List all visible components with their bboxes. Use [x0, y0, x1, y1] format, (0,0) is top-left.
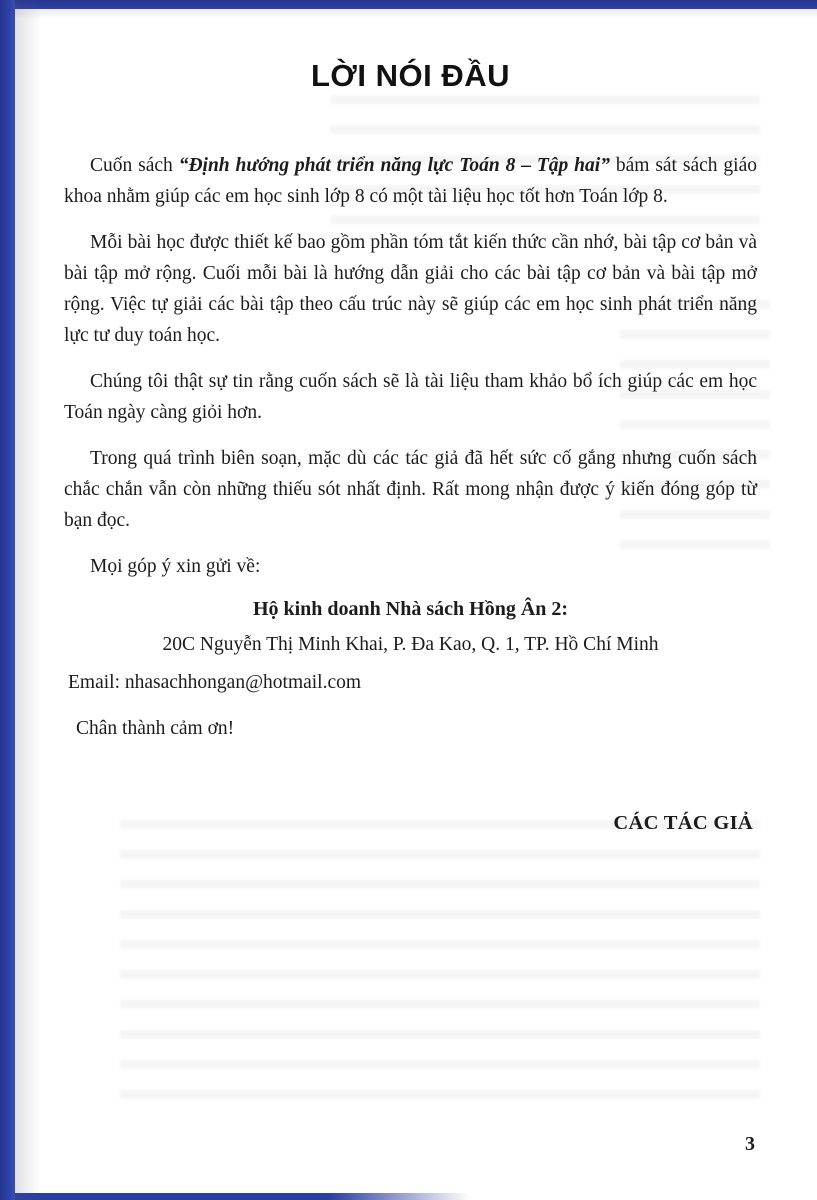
- paragraph-intro-suffix: bám sát sách giáo khoa nhằm giúp các em học sinh lớp 8 có một tài liệu học tốt hơn Toán lớp 8.: [64, 155, 757, 207]
- paragraph-structure: Mỗi bài học được thiết kế bao gồm phần tóm tắt kiến thức cần nhớ, bài tập cơ bản và bài tập mở rộng. Cuối mỗi bài là hướng dẫn giải cho các bài tập cơ bản và bài tập mở rộng. Việc tự giải các bài tập theo cấu trúc này sẽ giúp các em học sinh phát triển năng lực tư duy toán học.: [64, 232, 757, 346]
- page-title: LỜI NÓI ĐẦU: [311, 58, 510, 93]
- page-number: 3: [745, 1133, 755, 1155]
- paragraph-intro: [64, 150, 757, 212]
- authors-signature: CÁC TÁC GIẢ: [613, 812, 753, 834]
- scan-edge-bottom: [0, 1193, 470, 1200]
- publisher-address: 20C Nguyễn Thị Minh Khai, P. Đa Kao, Q. 1, TP. Hồ Chí Minh: [162, 634, 659, 655]
- book-title-quote: “Định hướng phát triển năng lực Toán 8 – Tập hai”: [178, 155, 610, 176]
- paragraph-intro-prefix: Cuốn sách: [90, 155, 179, 176]
- paragraph-apology: Trong quá trình biên soạn, mặc dù các tác giả đã hết sức cố gắng nhưng cuốn sách chắc chắn vẫn còn những thiếu sót nhất định. Rất mong nhận được ý kiến đóng góp từ bạn đọc.: [64, 448, 757, 531]
- paragraph-belief: Chúng tôi thật sự tin rằng cuốn sách sẽ là tài liệu tham khảo bổ ích giúp các em học Toán ngày càng giỏi hơn.: [64, 371, 757, 423]
- bleed-through-ghost: [120, 820, 760, 1120]
- thanks-line: Chân thành cảm ơn!: [76, 718, 235, 739]
- paragraph-feedback-invite: Mọi góp ý xin gửi về:: [90, 556, 261, 577]
- publisher-email: Email: nhasachhongan@hotmail.com: [68, 672, 362, 693]
- publisher-name: Hộ kinh doanh Nhà sách Hồng Ân 2:: [252, 598, 569, 620]
